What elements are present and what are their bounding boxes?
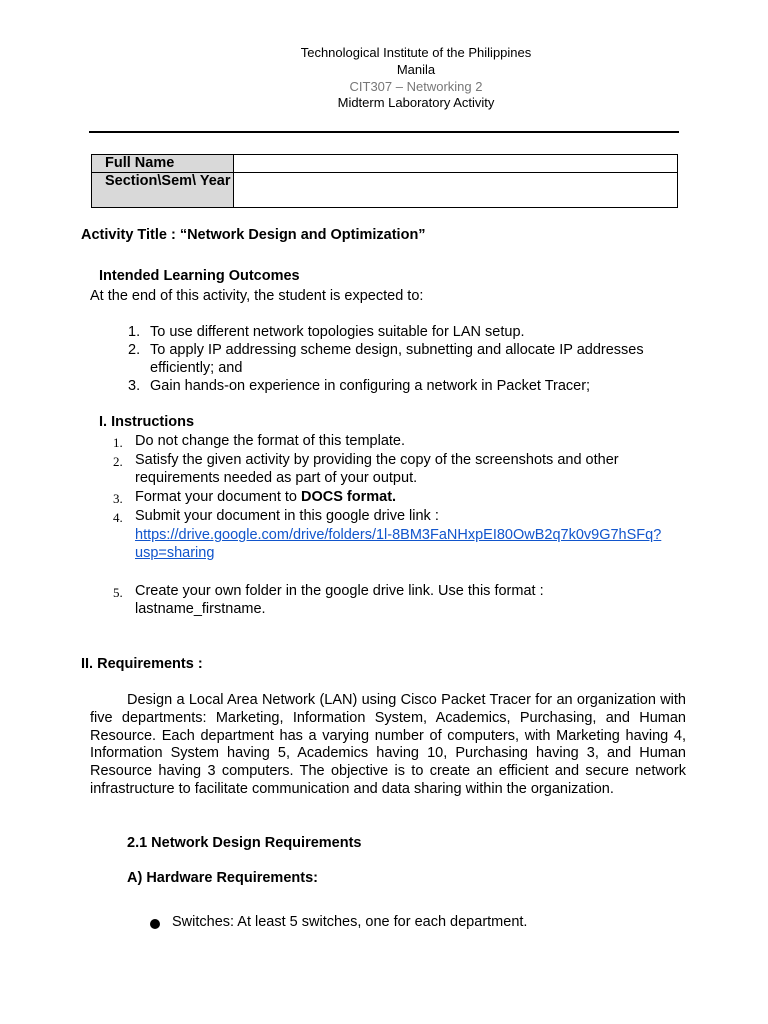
student-info-table [91,154,678,208]
instruction-item-1: Do not change the format of this template. [135,433,406,449]
ilo-item-3: Gain hands-on experience in configuring a network in Packet Tracer; [150,378,591,394]
instruction-num-4: 4. [113,510,123,525]
bullet-icon [150,919,160,929]
ilo-item-1: To use different network topologies suitable for LAN setup. [150,324,525,340]
drive-link-line2[interactable]: usp=sharing [135,545,215,561]
activity-title: Activity Title : “Network Design and Optimization” [81,227,426,243]
ilo-intro: At the end of this activity, the student is expected to: [90,288,424,304]
ilo-num-3: 3. [128,378,141,394]
docs-format-emphasis: DOCS format. [301,489,397,505]
institute-name: Technological Institute of the Philippines [300,45,532,60]
course-code: CIT307 – Networking 2 [349,79,483,94]
ilo-num-1: 1. [128,324,141,340]
instruction-item-3-text: Format your document to [135,489,302,505]
ilo-num-2: 2. [128,342,141,358]
instruction-item-2-line2: requirements needed as part of your output. [135,470,418,486]
full-name-label: Full Name [92,155,234,173]
table-row [92,155,678,173]
instruction-num-2: 2. [113,454,123,469]
requirements-paragraph [90,692,686,799]
instruction-item-3 [135,489,396,505]
ilo-heading: Intended Learning Outcomes [99,268,300,284]
ilo-item-2-line1: To apply IP addressing scheme design, subnetting and allocate IP addresses [150,342,644,358]
campus-name: Manila [396,62,436,77]
header-divider [89,131,679,133]
instruction-num-3: 3. [113,491,123,506]
instruction-num-1: 1. [113,435,123,450]
drive-link-line1[interactable]: https://drive.google.com/drive/folders/1l-8BM3FaNHxpEI80OwB2q7k0v9G7hSFq? [135,527,662,543]
instruction-item-4: Submit your document in this google drive link : [135,508,439,524]
activity-name: Midterm Laboratory Activity [337,95,495,110]
hardware-requirements-heading: A) Hardware Requirements: [127,870,318,886]
section-sem-year-label: Section\Sem\ Year [92,173,234,208]
instructions-heading: I. Instructions [99,414,195,430]
full-name-field[interactable] [234,155,678,173]
instruction-num-5: 5. [113,585,123,600]
hardware-bullet-1: Switches: At least 5 switches, one for each department. [172,914,528,930]
requirements-paragraph-text: Design a Local Area Network (LAN) using Cisco Packet Tracer for an organization with five departments: Marketing, Information System, Academics, Purchasing, and Human Resource. Each department has a varying number of computers, with Marketing having 4, Information System having 5, Academics having 10, Purchasing having 3, and Human Resource having 3 computers. The objective is to create an efficient and secure network infrastructure to facilitate communication and data sharing within the organization. [90,692,686,797]
instruction-item-2-line1: Satisfy the given activity by providing the copy of the screenshots and other [135,452,619,468]
ilo-item-2-line2: efficiently; and [150,360,243,376]
table-row [92,173,678,208]
instruction-item-5-line1: Create your own folder in the google drive link. Use this format : [135,583,544,599]
section-sem-year-field[interactable] [234,173,678,208]
requirements-heading: II. Requirements : [81,656,203,672]
instruction-item-5-line2: lastname_firstname. [135,601,266,617]
network-design-subheading: 2.1 Network Design Requirements [127,835,362,851]
